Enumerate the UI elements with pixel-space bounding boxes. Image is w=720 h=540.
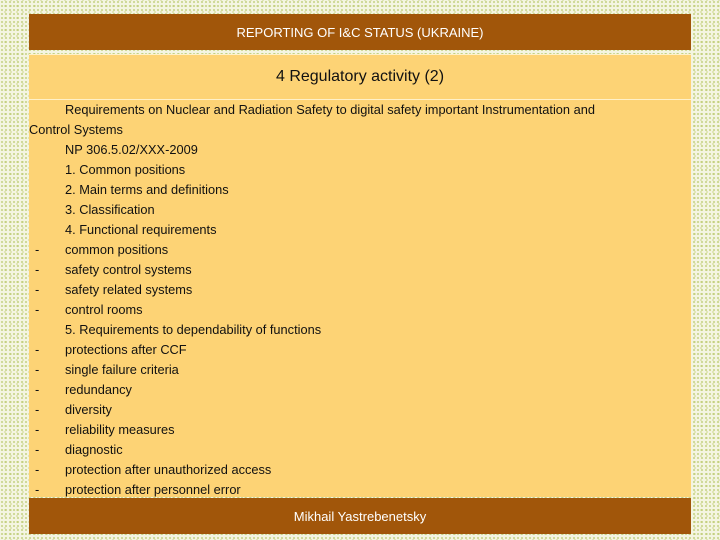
list-item [29, 380, 689, 400]
list-item [29, 140, 689, 160]
list-text: reliability measures [65, 422, 175, 437]
intro-text-line1: Requirements on Nuclear and Radiation Safety to digital safety important Instrumentation and [65, 102, 595, 117]
list-text: redundancy [65, 382, 132, 397]
list-dash: - [35, 462, 40, 477]
list-dash: - [35, 242, 40, 257]
list-text: single failure criteria [65, 362, 179, 377]
list-item [29, 480, 689, 500]
list-item [29, 260, 689, 280]
intro-line [29, 100, 689, 120]
header-bar [29, 14, 691, 50]
list-text: NP 306.5.02/XXX-2009 [65, 142, 198, 157]
list-dash: - [35, 382, 40, 397]
list-dash: - [35, 262, 40, 277]
list-text: common positions [65, 242, 169, 257]
list-item [29, 420, 689, 440]
list-text: diversity [65, 402, 112, 417]
list-text: safety related systems [65, 282, 193, 297]
intro-text-line2: Control Systems [29, 122, 123, 137]
list-text: 5. Requirements to dependability of functions [65, 322, 322, 337]
list-item [29, 160, 689, 180]
content-area [29, 99, 691, 497]
list-item [29, 360, 689, 380]
title-bar [29, 54, 691, 99]
list-text: diagnostic [65, 442, 123, 457]
list-item [29, 460, 689, 480]
list-item [29, 220, 689, 240]
list-item [29, 400, 689, 420]
list-dash: - [35, 302, 40, 317]
slide [29, 14, 691, 534]
list-dash: - [35, 402, 40, 417]
list-text: protection after unauthorized access [65, 462, 272, 477]
list-item [29, 240, 689, 260]
list-item [29, 300, 689, 320]
list-item [29, 340, 689, 360]
list-item [29, 180, 689, 200]
intro-line [29, 120, 689, 140]
header-text: REPORTING OF I&C STATUS (UKRAINE) [236, 24, 484, 40]
footer-bar [29, 498, 691, 534]
list-dash: - [35, 442, 40, 457]
list-dash: - [35, 482, 40, 497]
list-dash: - [35, 282, 40, 297]
author-name: Mikhail Yastrebenetsky [293, 508, 427, 524]
list-text: 3. Classification [65, 202, 155, 217]
list-text: control rooms [65, 302, 143, 317]
list-dash: - [35, 342, 40, 357]
list-text: protections after CCF [65, 342, 187, 357]
list-item [29, 440, 689, 460]
list-text: safety control systems [65, 262, 192, 277]
list-text: 2. Main terms and definitions [65, 182, 229, 197]
slide-title: 4 Regulatory activity (2) [275, 68, 445, 85]
list-item [29, 280, 689, 300]
list-text: 4. Functional requirements [65, 222, 217, 237]
list-text: 1. Common positions [65, 162, 186, 177]
list-item [29, 320, 689, 340]
list-dash: - [35, 362, 40, 377]
list-item [29, 200, 689, 220]
list-text: protection after personnel error [65, 482, 241, 497]
list-dash: - [35, 422, 40, 437]
